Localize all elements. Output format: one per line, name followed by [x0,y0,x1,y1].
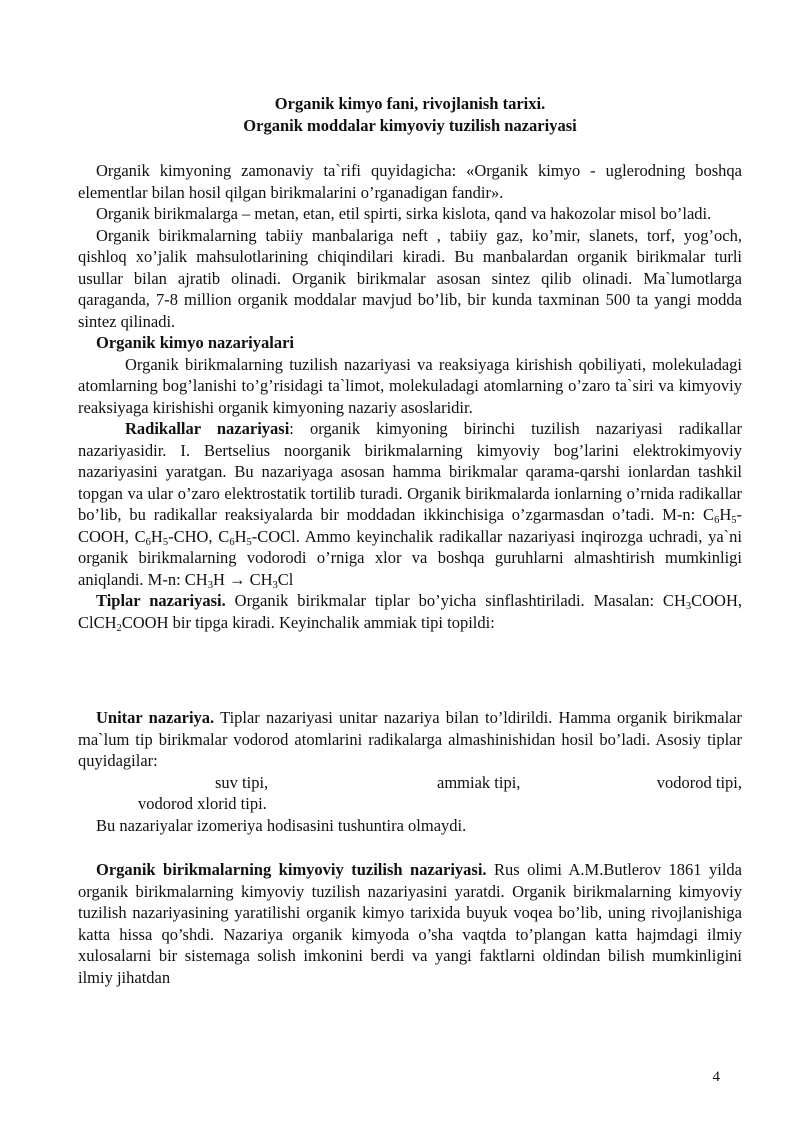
heading-theories: Organik kimyo nazariyalari [96,333,294,352]
types-heading: Tiplar nazariyasi. [96,591,226,610]
title-line-1: Organik kimyo fani, rivojlanish tarixi. [274,94,546,113]
paragraph-radicals: Radikallar nazariyasi: organik kimyoning birinchi tuzilish nazariyasi radikallar nazariyasidir. I. Bertselius noorganik birikmalarning kimyoviy bog’larini elektrokimyoviy nazariyasini yaratgan. Bu nazariyaga asosan hamma birikmalar qarama-qarshi ionlardan tashkil topgan va ular o’zaro elektrostatik tortilib turadi. Organik birikmalarda ionlarning o’rnida radikallar bo’lib, bu radikallar reaksiyalarda bir moddadan ikkinchisiga o’zgarmasdan o’tadi. M-n: $C_6H_5$-COOH, $C_6H_5$-CHO, $C_6H_5$-COCl. Ammo keyinchalik radikallar nazariyasi inqirozga uchradi, ya`ni organik birikmalarning vodorodi o’rniga xlor va boshqa guruhlarni almashtirish mumkinligi aniqlandi. M-n: $CH_3H \to CH_3Cl$ [78,419,743,591]
butlerov-heading: Organik birikmalarning kimyoviy tuzilish nazariyasi. [96,860,487,879]
title-line-2: Organik moddalar kimyoviy tuzilish nazariyasi [243,115,577,135]
document-page [78,93,742,988]
paragraph-butlerov: Organik birikmalarning kimyoviy tuzilish nazariyasi. Rus olimi A.M.Butlerov 1861 yilda organik birikmalarning kimyoviy tuzilish nazariyasini yaratdi. Organik birikmalarning kimyoviy tuzilish nazariyasining yaratilishi organik kimyo tarixida buyuk voqea bo’lib, uning rivojlanishiga katta hissa qo’shdi. Nazariya organik kimyoda o’sha vaqtda to’plangan katta hajmdagi ilmiy xulosalarni bir sistemaga solish imkonini berdi va yangi faktlarni oldindan bilish mumkinligini ilmiy jihatdan [78,860,742,987]
radicals-heading: Radikallar nazariyasi [125,419,290,438]
paragraph-sources: Organik birikmalarning tabiiy manbalariga neft , tabiiy gaz, ko’mir, slanets, torf, yog’och, qishloq xo’jalik mahsulotlarining chiqindilari kiradi. Bu manbalardan organik birikmalar turli usullar bilan ajratib olinadi. Organik birikmalar asosan sintez qilib olinadi. Ma`lumotlarga qaraganda, 7-8 million organik moddalar mavjud bo’lib, bir kunda taxminan 500 ta yangi modda sintez qilinadi. [78,225,742,331]
paragraph-unitar: Unitar nazariya. Tiplar nazariyasi unitar nazariya bilan to’ldirildi. Hamma organik birikmalar ma`lum tip birikmalar vodorod atomlarini radikalarga almashinishidan hosil bo’ladi. Asosiy tiplar quyidagilar: [78,708,742,770]
paragraph-theory-basics: Organik birikmalarning tuzilish nazariyasi va reaksiyaga kirishish qobiliyati, molekuladagi atomlarning bog’lanishi to’g’risidagi ta`limot, molekuladagi atomlarning o’zaro ta`siri va kimyoviy reaksiyaga kirishishi organik kimyoning nazariy asoslaridir. [78,354,742,417]
type-hydrogen-chloride: vodorod xlorid tipi. [138,793,267,813]
paragraph-isomerism: Bu nazariyalar izomeriya hodisasini tushuntira olmaydi. [96,815,467,835]
paragraph-types: Tiplar nazariyasi. Organik birikmalar tiplar bo’yicha sinflashtiriladi. Masalan: $CH_3COOH$, ClCH$_2$COOH bir tipga kiradi. Keyinchalik ammiak tipi topildi: [78,591,742,634]
type-hydrogen: vodorod tipi, [656,772,742,792]
paragraph-definition: Organik kimyoning zamonaviy ta`rifi quyidagicha: «Organik kimyo - uglerodning boshqa elementlar bilan hosil qilgan birikmalarini o’rganadigan fandir». [78,161,742,202]
paragraph-examples: Organik birikmalarga – metan, etan, etil spirti, sirka kislota, qand va hakozolar misol bo’ladi. [96,204,712,223]
type-water: suv tipi, [215,772,269,792]
type-ammonia: ammiak tipi, [437,772,521,792]
unitar-heading: Unitar nazariya. [96,708,215,727]
page-number: 4 [712,1069,720,1085]
types-list [78,772,742,815]
